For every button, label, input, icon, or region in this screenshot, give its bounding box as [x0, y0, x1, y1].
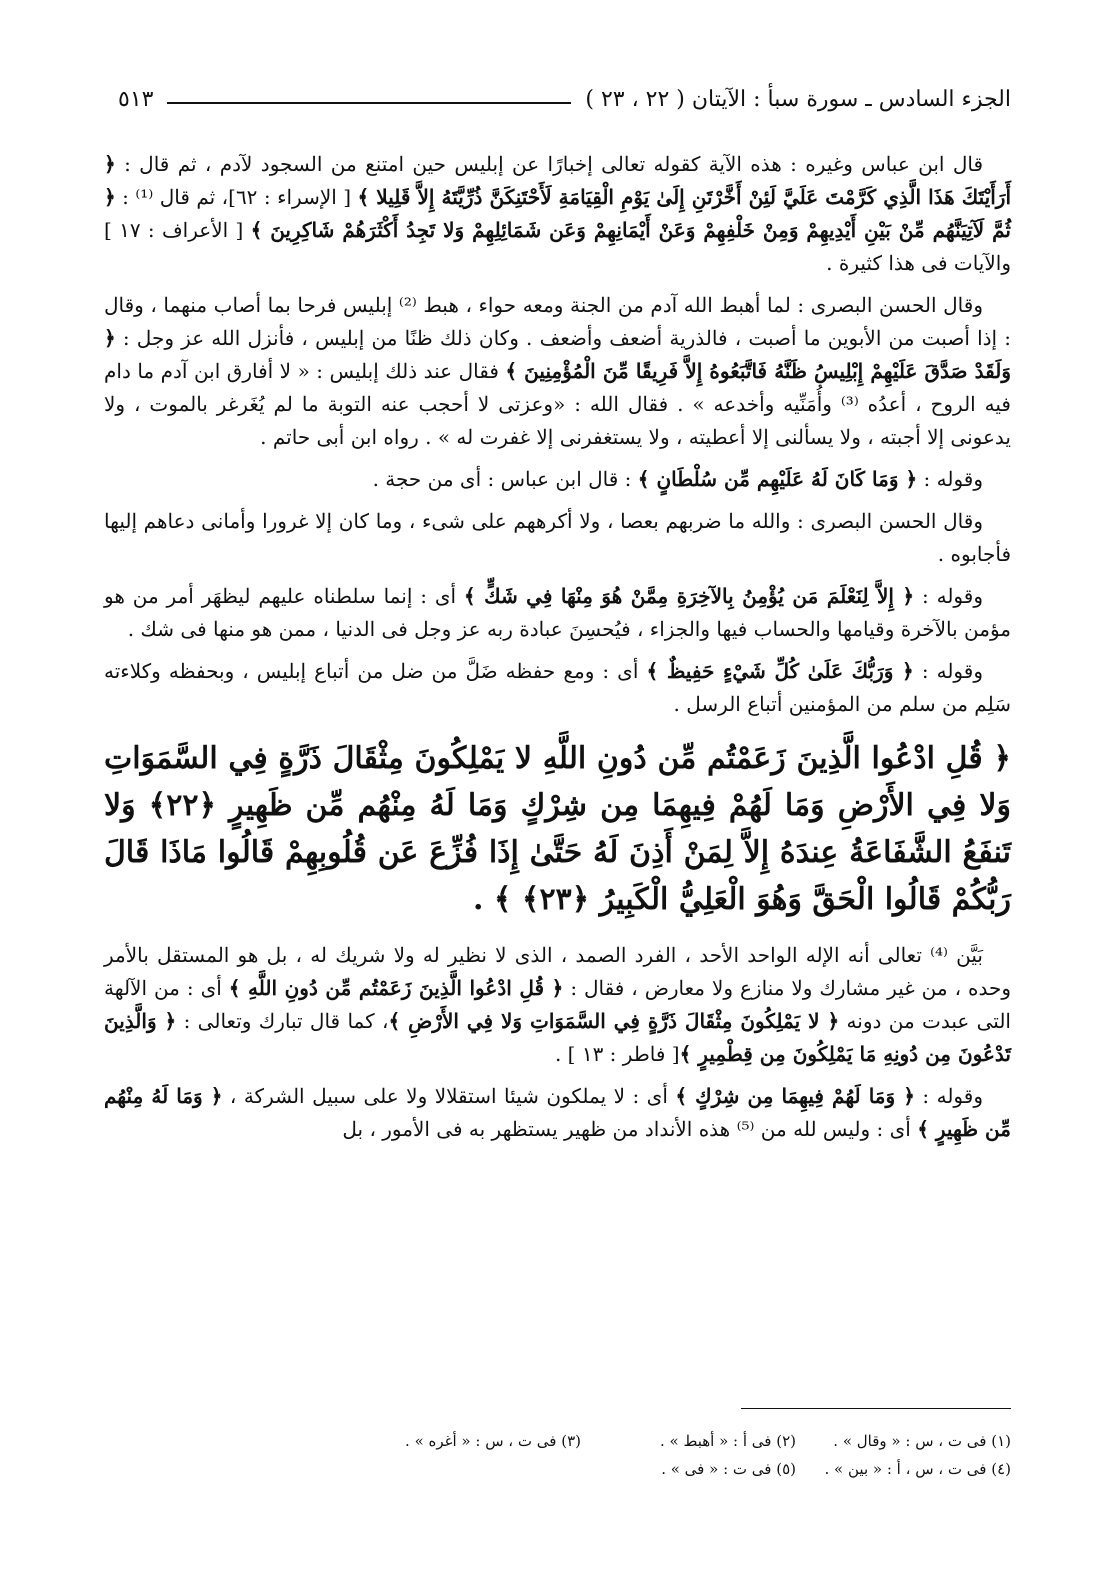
- page-number: ٥١٣: [118, 86, 154, 112]
- text-segment: أى : إنما سلطناه عليهم ليظهَر أمر من هو مؤمن بالآخرة وقيامها والحساب فيها والجزاء ، فيُحسِنَ عبادة ربه عز وجل فى الدنيا ، ممن هو منها فى شك .: [104, 584, 1011, 641]
- paragraph: [104, 1080, 1011, 1146]
- text-segment: وقوله :: [917, 467, 983, 491]
- quran-quote: ﴿ وَمَا لَهُمْ فِيهِمَا مِن شِرْكٍ ﴾: [675, 1084, 915, 1108]
- text-segment: [ الإسراء : ٦٢]، ثم قال ⁽¹⁾ :: [115, 185, 358, 209]
- quran-quote: ﴿ أَرَأَيْتَكَ هَذَا الَّذِي كَرَّمْتَ عَلَيَّ لَئِنْ أَخَّرْتَنِ إِلَىٰ يَوْمِ الْقِيَامَةِ لَأَحْتَنِكَنَّ ذُرِّيَّتَهُ إِلاَّ قَلِيلا ﴾: [104, 152, 1012, 209]
- footnote: (٢) فى أ : « أهبط » .: [659, 1432, 796, 1450]
- footnote-row: [104, 1455, 1011, 1483]
- text-segment: وقال الحسن البصرى : لما أهبط الله آدم من الجنة ومعه حواء ، هبط ⁽²⁾ إبليس فرحا بما أصاب منهما ، وقال : إذا أصبت من الأبوين ما أصبت ، فالذرية أضعف وأضعف . وكان ذلك ظنًا من إبليس ، فأنزل الله عز وجل :: [104, 293, 1011, 350]
- paragraph: [104, 148, 1011, 280]
- text-segment: بَيَّن ⁽⁴⁾ تعالى أنه الإله الواحد الأحد ، الفرد الصمد ، الذى لا نظير له ولا شريك له ، بل هو المستقل بالأمر وحده ، من غير مشارك ولا منازع ولا معارض ، فقال :: [104, 943, 1011, 1000]
- running-header: [118, 82, 1011, 116]
- text-segment: ، كما قال تبارك وتعالى :: [176, 1009, 389, 1033]
- text-segment: : قال ابن عباس : أى من حجة .: [372, 467, 638, 491]
- text-segment: [ الأعراف : ١٧ ] والآيات فى هذا كثيرة .: [104, 218, 1011, 275]
- footnote: (٤) فى ت ، س ، أ : « بين » .: [824, 1460, 1011, 1478]
- quran-quote: ﴿ وَالَّذِينَ تَدْعُونَ مِن دُونِهِ مَا يَمْلِكُونَ مِن قِطْمِيرٍ ﴾: [104, 1009, 1011, 1066]
- paragraph: [104, 939, 1011, 1071]
- footnotes: [104, 1408, 1011, 1483]
- quran-quote: ﴿ لا يَمْلِكُونَ مِثْقَالَ ذَرَّةٍ فِي السَّمَوَاتِ وَلا فِي الأَرْضِ ﴾: [388, 1009, 840, 1033]
- text-segment: وقال الحسن البصرى : والله ما ضربهم بعصا ، ولا أكرههم على شىء ، وما كان إلا غرورا وأمانى دعاهم إليها فأجابوه .: [104, 509, 1011, 566]
- paragraph: [104, 463, 1011, 496]
- text-segment: أى : من الآلهة التى عبدت من دونه: [104, 976, 1011, 1033]
- quran-quote: ﴿ ثُمَّ لَآتِيَنَّهُم مِّنْ بَيْنِ أَيْدِيهِمْ وَمِنْ خَلْفِهِمْ وَعَنْ أَيْمَانِهِمْ وَعَن شَمَائِلِهِمْ وَلا تَجِدُ أَكْثَرَهُمْ شَاكِرِينَ ﴾: [104, 185, 1011, 242]
- paragraphs-before-verse: [104, 148, 1011, 721]
- text-segment: أى : ومع حفظه ضَلَّ من ضل من أتباع إبليس ، وبحفظه وكلاءته سَلِم من سلم من المؤمنين أتباع الرسل .: [104, 659, 1011, 716]
- header-title: الجزء السادس ـ سورة سبأ : الآيتان ( ٢٢ ، ٢٣ ): [585, 86, 1011, 112]
- footnote-row: [104, 1427, 1011, 1455]
- paragraphs-after-verse: [104, 939, 1011, 1146]
- text-segment: وقوله :: [913, 659, 983, 683]
- text-segment: وقوله :: [914, 584, 983, 608]
- footnote: (٣) فى ت ، س : « أغره » .: [405, 1432, 581, 1450]
- paragraph: [104, 655, 1011, 721]
- paragraph: [104, 289, 1011, 454]
- quran-quote: ﴿ وَمَا لَهُ مِنْهُم مِّن ظَهِيرٍ ﴾: [104, 1084, 1011, 1141]
- text-segment: قال ابن عباس وغيره : هذه الآية كقوله تعالى إخبارًا عن إبليس حين امتنع من السجود لآدم ، ثم قال :: [115, 152, 983, 176]
- footnote-rule: [741, 1408, 1011, 1409]
- quran-quote: ﴿ قُلِ ادْعُوا الَّذِينَ زَعَمْتُم مِّن دُونِ اللَّهِ ﴾: [228, 976, 564, 1000]
- paragraph: [104, 580, 1011, 646]
- quran-verse-block: ﴿ قُلِ ادْعُوا الَّذِينَ زَعَمْتُم مِّن دُونِ اللَّهِ لا يَمْلِكُونَ مِثْقَالَ ذَرَّةٍ فِي السَّمَوَاتِ وَلا فِي الأَرْضِ وَمَا لَهُمْ فِيهِمَا مِن شِرْكٍ وَمَا لَهُ مِنْهُم مِّن ظَهِيرٍ ﴿٢٢﴾ وَلا تَنفَعُ الشَّفَاعَةُ عِندَهُ إِلاَّ لِمَنْ أَذِنَ لَهُ حَتَّىٰ إِذَا فُزِّعَ عَن قُلُوبِهِمْ قَالُوا مَاذَا قَالَ رَبُّكُمْ قَالُوا الْحَقَّ وَهُوَ الْعَلِيُّ الْكَبِيرُ ﴿٢٣﴾ ﴾ .: [104, 741, 1011, 917]
- quran-quote: ﴿ وَرَبُّكَ عَلَىٰ كُلِّ شَيْءٍ حَفِيظٌ ﴾: [646, 659, 914, 683]
- quran-quote: ﴿ إِلاَّ لِنَعْلَمَ مَن يُؤْمِنُ بِالآخِرَةِ مِمَّنْ هُوَ مِنْهَا فِي شَكٍّ ﴾: [463, 584, 915, 608]
- text-segment: أى : لا يملكون شيئا استقلالا ولا على سبيل الشركة ،: [222, 1084, 676, 1108]
- text-segment: أى : وليس لله من ⁽⁵⁾ هذه الأنداد من ظهير يستظهر به فى الأمور ، بل: [342, 1117, 918, 1141]
- main-text: [104, 148, 1011, 1155]
- text-segment: وقوله :: [914, 1084, 983, 1108]
- footnote: (١) فى ت ، س : « وقال » .: [833, 1432, 1011, 1450]
- quran-quote: ﴿ وَمَا كَانَ لَهُ عَلَيْهِم مِّن سُلْطَانٍ ﴾: [637, 467, 918, 491]
- quran-quote: ﴿ وَلَقَدْ صَدَّقَ عَلَيْهِمْ إِبْلِيسُ ظَنَّهُ فَاتَّبَعُوهُ إِلاَّ فَرِيقًا مِّنَ الْمُؤْمِنِينَ ﴾: [104, 326, 1012, 383]
- text-segment: [ فاطر : ١٣ ] .: [554, 1042, 680, 1066]
- text-segment: فقال عند ذلك إبليس : « لا أفارق ابن آدم ما دام فيه الروح ، أعدُه ⁽³⁾ وأُمَنِّيه وأخدعه » . فقال الله : «وعزتى لا أحجب عنه التوبة ما لم يُغَرغر بالموت ، ولا يدعونى إلا أجبته ، ولا يسألنى إلا أعطيته ، ولا يستغفرنى إلا غفرت له » . رواه ابن أبى حاتم .: [104, 359, 1011, 449]
- paragraph: [104, 505, 1011, 571]
- footnote: (٥) فى ت : « فى » .: [661, 1460, 796, 1478]
- header-rule: [167, 102, 571, 104]
